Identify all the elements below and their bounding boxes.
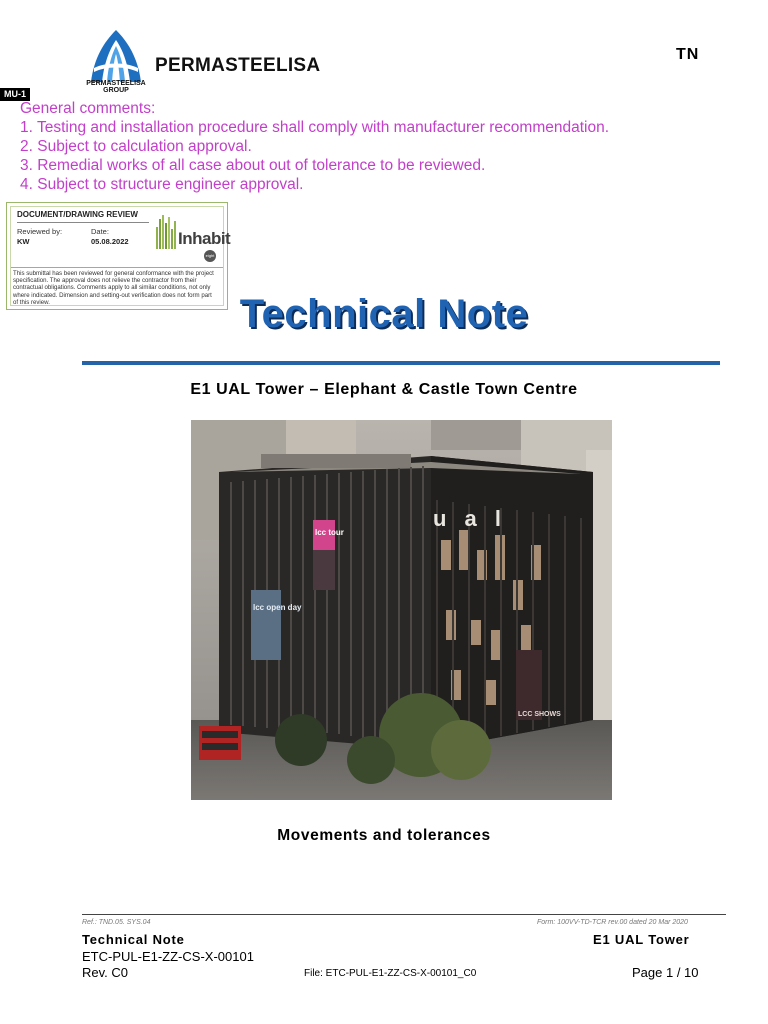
footer-rule <box>82 914 726 915</box>
review-disclaimer: This submittal has been reviewed for general conformance with the project specification. The approval does not relieve the contractor from their contractual obligations. Comments apply to all similar conditions, not only where indicated. Dimension and setting-out verification does not form part of this review. <box>13 270 214 306</box>
markup-tag[interactable]: MU-1 <box>0 88 30 101</box>
review-stamp-title: DOCUMENT/DRAWING REVIEW <box>17 210 138 219</box>
photo-sign-ual: u a l <box>433 506 508 531</box>
comment-line: 4. Subject to structure engineer approval. <box>20 176 304 193</box>
divider <box>17 222 149 223</box>
reviewed-by-label: Reviewed by: <box>17 227 63 236</box>
footer-doc-code: ETC-PUL-E1-ZZ-CS-X-00101 <box>82 949 254 964</box>
page-title: Technical Note <box>239 292 529 336</box>
title-rule <box>82 361 720 365</box>
section-heading: Movements and tolerances <box>277 827 491 844</box>
footer-project: E1 UAL Tower <box>593 932 690 947</box>
logo-wordmark: PERMASTEELISA <box>155 55 321 76</box>
photo-sign-open-day: lcc open day <box>253 603 302 612</box>
project-subtitle: E1 UAL Tower – Elephant & Castle Town Centre <box>190 381 578 398</box>
permasteelisa-logo-icon <box>88 28 144 86</box>
divider <box>11 267 223 268</box>
footer-doc-title: Technical Note <box>82 932 185 947</box>
building-photo <box>191 420 612 800</box>
photo-sign-shows: LCC SHOWS <box>518 711 561 718</box>
comment-line: General comments: <box>20 100 156 117</box>
photo-sign-lcc-tour: lcc tour <box>315 528 344 537</box>
doc-type-code: TN <box>676 46 700 63</box>
inhabit-logo-icon <box>156 213 180 249</box>
footer-form: Form: 100VV-TD-TCR rev.00 dated 20 Mar 2020 <box>537 919 688 926</box>
footer-revision: Rev. C0 <box>82 965 128 980</box>
comment-line: 1. Testing and installation procedure shall comply with manufacturer recommendation. <box>20 119 610 136</box>
eight-badge-icon: eight <box>204 250 216 262</box>
date-label: Date: <box>91 227 109 236</box>
footer-page-number: Page 1 / 10 <box>632 965 699 980</box>
footer-ref: Ref.: TND.05. SYS.04 <box>82 919 151 926</box>
comment-line: 3. Remedial works of all case about out of tolerance to be reviewed. <box>20 157 486 174</box>
footer-file: File: ETC-PUL-E1-ZZ-CS-X-00101_C0 <box>304 968 477 979</box>
reviewer-value: KW <box>17 237 30 246</box>
comment-line: 2. Subject to calculation approval. <box>20 138 252 155</box>
logo-group-caption: PERMASTEELISA GROUP <box>86 80 146 94</box>
inhabit-wordmark: Inhabit <box>178 229 231 248</box>
review-date-value: 05.08.2022 <box>91 237 129 246</box>
markup-comments <box>20 99 609 194</box>
